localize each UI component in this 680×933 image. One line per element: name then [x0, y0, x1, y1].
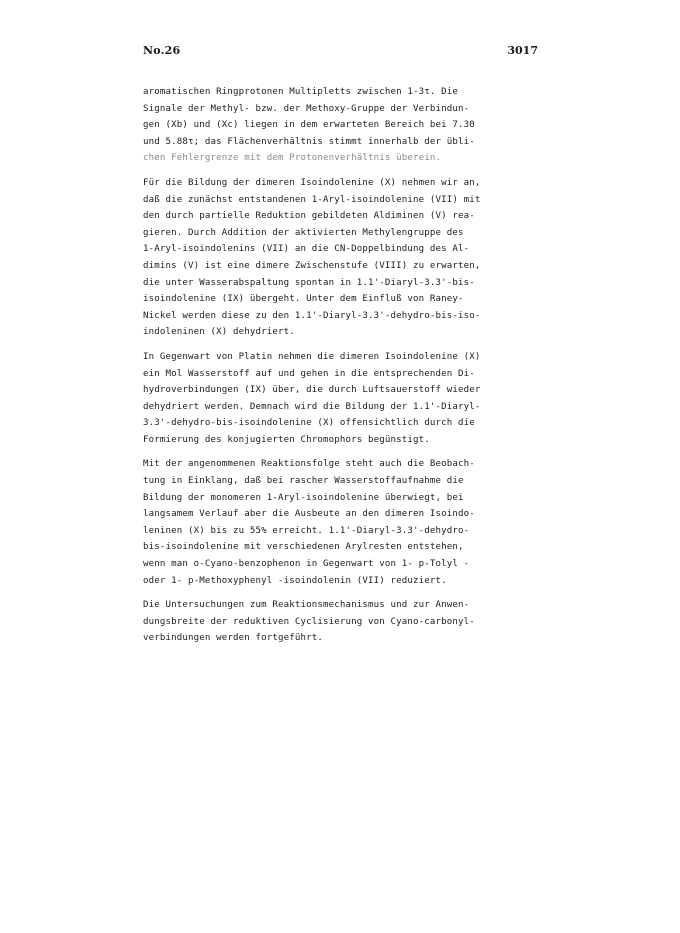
text-line: 3.3'-dehydro-bis-isoindolenine (X) offensichtlich durch die — [143, 418, 475, 429]
text-line: gieren. Durch Addition der aktivierten Methylengruppe des — [143, 227, 464, 238]
text-line: verbindungen werden fortgeführt. — [143, 633, 323, 644]
text-line: tung in Einklang, daß bei rascher Wasserstoffaufnahme die — [143, 476, 464, 487]
text-line: dimins (V) ist eine dimere Zwischenstufe (VIII) zu erwarten, — [143, 260, 481, 271]
text-line: bis-isoindolenine mit verschiedenen Arylresten entstehen, — [143, 542, 464, 553]
text-line: hydroverbindungen (IX) über, die durch Luftsauerstoff wieder — [143, 385, 481, 396]
text-line: 1-Aryl-isoindolenins (VII) an die CN-Doppelbindung des Al- — [143, 244, 470, 255]
text-line: Formierung des konjugierten Chromophors begünstigt. — [143, 434, 430, 445]
text-line: gen (Xb) und (Xc) liegen in dem erwarteten Bereich bei 7.30 — [143, 120, 475, 131]
text-line: daß die zunächst entstandenen 1-Aryl-isoindolenine (VII) mit — [143, 194, 481, 205]
text-line: ein Mol Wasserstoff auf und gehen in die entsprechenden Di- — [143, 368, 475, 379]
paragraph-2 — [143, 175, 543, 341]
text-line: Nickel werden diese zu den 1.1'-Diaryl-3.3'-dehydro-bis-iso- — [143, 310, 481, 321]
text-line: die unter Wasserabspaltung spontan in 1.1'-Diaryl-3.3'-bis- — [143, 277, 475, 288]
paragraph-3 — [143, 349, 543, 449]
body-text — [143, 84, 543, 655]
text-line: chen Fehlergrenze mit dem Protonenverhältnis überein. — [143, 153, 442, 164]
text-line: Bildung der monomeren 1-Aryl-isoindolenine überwiegt, bei — [143, 492, 464, 503]
text-line: leninen (X) bis zu 55% erreicht. 1.1'-Diaryl-3.3'-dehydro- — [143, 525, 470, 536]
journal-issue-number: No.26 — [143, 44, 181, 57]
paragraph-1 — [143, 84, 543, 167]
text-line: In Gegenwart von Platin nehmen die dimeren Isoindolenine (X) — [143, 351, 481, 362]
text-line: und 5.88τ; das Flächenverhältnis stimmt innerhalb der übli- — [143, 136, 475, 147]
text-line: indoleninen (X) dehydriert. — [143, 327, 295, 338]
text-line: den durch partielle Reduktion gebildeten Aldiminen (V) rea- — [143, 211, 475, 222]
text-line: langsamem Verlauf aber die Ausbeute an den dimeren Isoindo- — [143, 509, 475, 520]
text-line: aromatischen Ringprotonen Multipletts zwischen 1-3τ. Die — [143, 87, 458, 97]
text-line: isoindolenine (IX) übergeht. Unter dem Einfluß von Raney- — [143, 294, 464, 305]
paragraph-5 — [143, 597, 543, 647]
text-line: dehydriert werden. Demnach wird die Bildung der 1.1'-Diaryl- — [143, 401, 481, 412]
text-line: oder 1- p-Methoxyphenyl -isoindolenin (VII) reduziert. — [143, 575, 447, 586]
text-line: wenn man o-Cyano-benzophenon in Gegenwart von 1- p-Tolyl - — [143, 559, 470, 570]
text-line: Mit der angenommenen Reaktionsfolge steht auch die Beobach- — [143, 459, 475, 470]
page-number: 3017 — [507, 44, 538, 57]
paragraph-4 — [143, 456, 543, 589]
page-header — [143, 44, 538, 64]
text-line: Signale der Methyl- bzw. der Methoxy-Gruppe der Verbindun- — [143, 103, 470, 114]
text-line: Für die Bildung der dimeren Isoindolenine (X) nehmen wir an, — [143, 177, 481, 188]
text-line: dungsbreite der reduktiven Cyclisierung von Cyano-carbonyl- — [143, 616, 475, 627]
text-line: Die Untersuchungen zum Reaktionsmechanismus und zur Anwen- — [143, 600, 470, 611]
